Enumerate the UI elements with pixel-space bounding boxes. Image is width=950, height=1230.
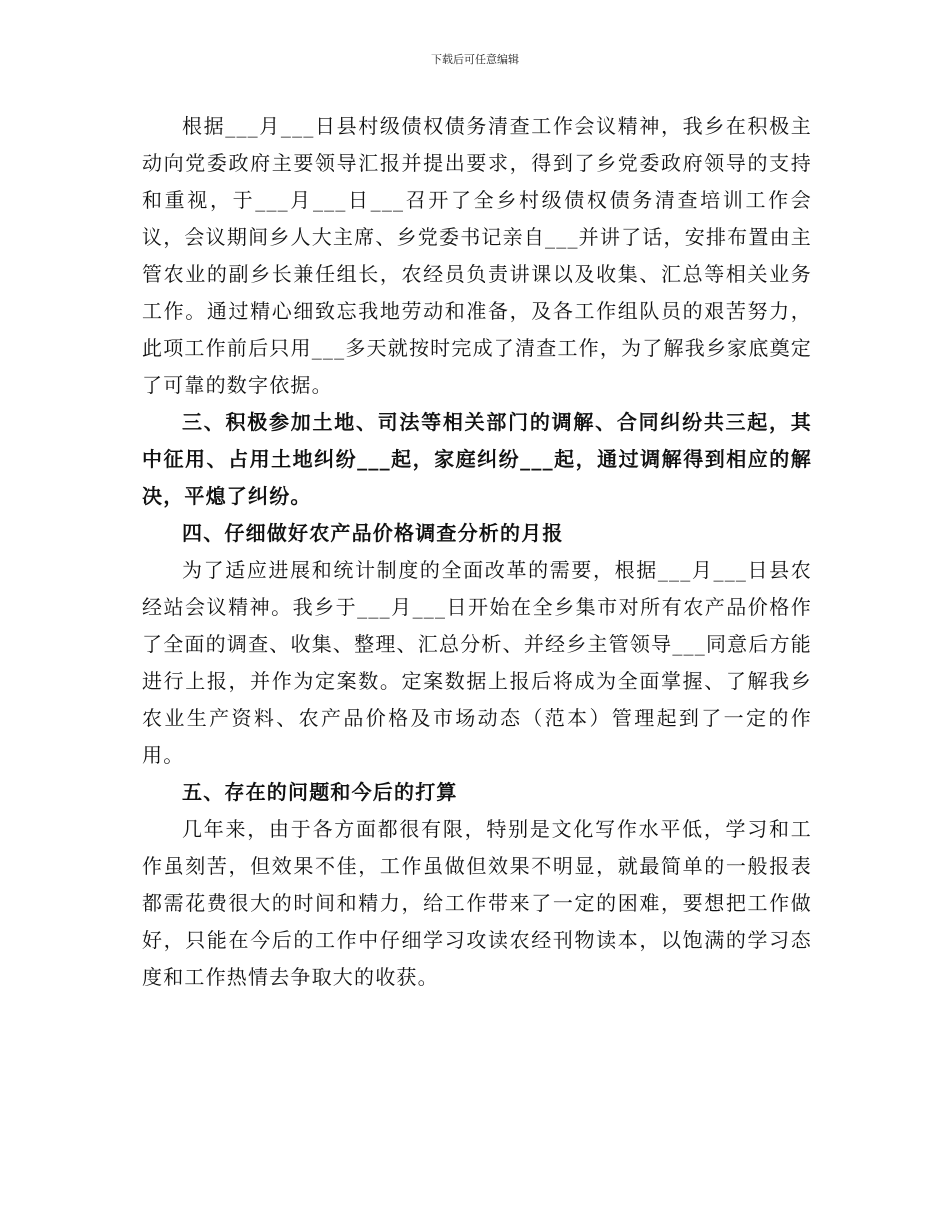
paragraph-debt-audit: 根据___月___日县村级债权债务清查工作会议精神，我乡在积极主动向党委政府主要领导汇报并提出要求，得到了乡党委政府领导的支持和重视，于___月___日___召开了全乡村级债权债务清查培训工作会议，会议期间乡人大主席、乡党委书记亲自___并讲了话，安排布置由主管农业的副乡长兼任组长，农经员负责讲课以及收集、汇总等相关业务工作。通过精心细致忘我地劳动和准备，及各工作组队员的艰苦努力，此项工作前后只用___多天就按时完成了清查工作，为了解我乡家底奠定了可靠的数字依据。 — [142, 114, 812, 397]
page-header: 下载后可任意编辑 — [431, 53, 519, 66]
paragraph-disputes: 三、积极参加土地、司法等相关部门的调解、合同纠纷共三起，其中征用、占用土地纠纷___起，家庭纠纷___起，通过调解得到相应的解决，平熄了纠纷。 — [142, 410, 812, 508]
document-body — [142, 108, 812, 996]
paragraph-price-survey: 为了适应进展和统计制度的全面改革的需要，根据___月___日县农经站会议精神。我乡于___月___日开始在全乡集市对所有农产品价格作了全面的调查、收集、整理、汇总分析、并经乡主管领导___同意后方能进行上报，并作为定案数。定案数据上报后将成为全面掌握、了解我乡农业生产资料、农产品价格及市场动态（范本）管理起到了一定的作用。 — [142, 558, 812, 767]
heading-price-survey: 四、仔细做好农产品价格调查分析的月报 — [182, 521, 564, 545]
paragraph-problems-plans: 几年来，由于各方面都很有限，特别是文化写作水平低，学习和工作虽刻苦，但效果不佳，工作虽做但效果不明显，就最简单的一般报表都需花费很大的时间和精力，给工作带来了一定的困难，要想把工作做好，只能在今后的工作中仔细学习攻读农经刊物读本，以饱满的学习态度和工作热情去争取大的收获。 — [142, 817, 812, 989]
heading-problems-plans: 五、存在的问题和今后的打算 — [182, 780, 458, 804]
